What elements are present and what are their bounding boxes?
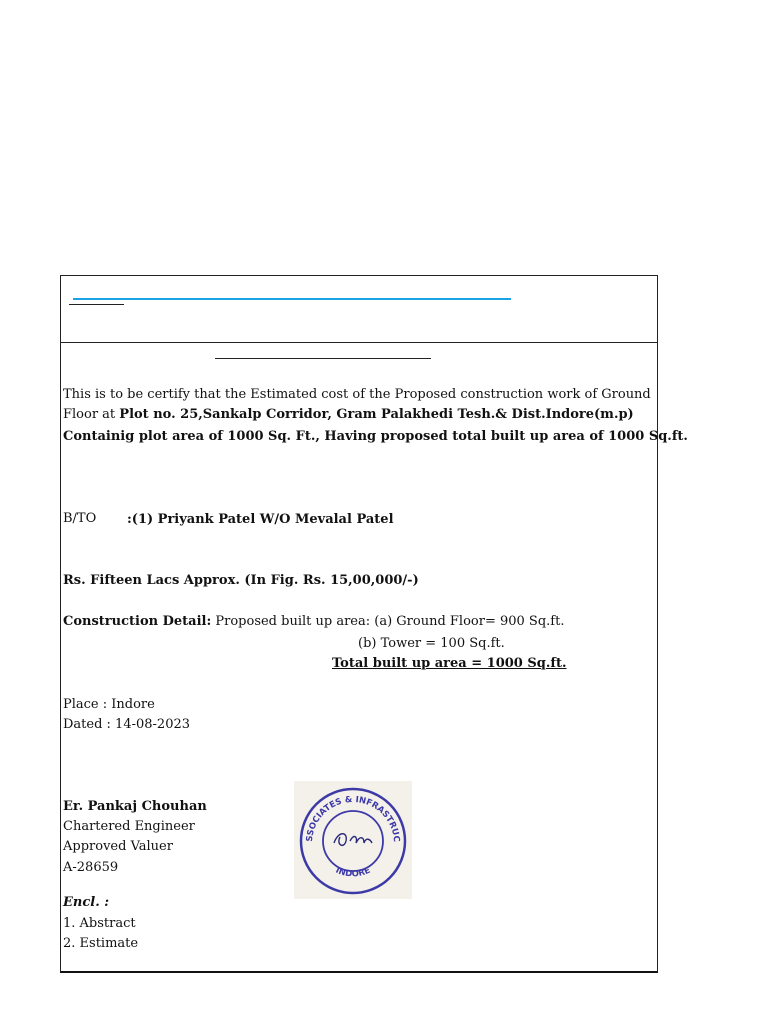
bto-value: :(1) Priyank Patel W/O Mevalal Patel <box>127 512 394 527</box>
svg-text:INDORE: INDORE <box>333 865 373 880</box>
certificate-box <box>60 275 688 973</box>
intro-line-2 <box>63 407 634 423</box>
signatory-title-2: Approved Valuer <box>63 839 173 854</box>
header-blue-rule <box>73 298 511 300</box>
signatory-name: Er. Pankaj Chouhan <box>63 799 207 814</box>
intro-line-1: This is to be certify that the Estimated cost of the Proposed construction work of Ground <box>63 387 651 402</box>
construction-detail-text: Proposed built up area: (a) Ground Floor= 900 Sq.ft. <box>211 614 565 629</box>
construction-detail <box>63 614 564 630</box>
company-seal-stamp <box>294 781 412 899</box>
estimated-amount: Rs. Fifteen Lacs Approx. (In Fig. Rs. 15,00,000/-) <box>63 573 419 588</box>
header-short-rule <box>69 304 124 305</box>
signatory-reg-no: A-28659 <box>63 860 119 875</box>
signatory-title-1: Chartered Engineer <box>63 819 195 834</box>
tower-line: (b) Tower = 100 Sq.ft. <box>358 636 505 651</box>
seal-icon <box>294 781 412 899</box>
construction-detail-label: Construction Detail: <box>63 614 212 629</box>
place-line: Place : Indore <box>63 697 155 712</box>
title-underline <box>215 358 431 359</box>
intro-line-2-prefix: Floor at <box>63 407 120 422</box>
plot-address: Plot no. 25,Sankalp Corridor, Gram Palakhedi Tesh.& Dist.Indore(m.p) <box>119 407 634 422</box>
header-band <box>61 276 657 343</box>
svg-text:JKC ASSOCIATES & INFRASTRUCTUR: SSOCIATES & INFRASTRUC <box>304 794 402 843</box>
bto-label: B/TO <box>63 511 97 526</box>
enclosure-item: 2. Estimate <box>63 936 139 951</box>
enclosure-item: 1. Abstract <box>63 916 136 931</box>
intro-line-3: Containig plot area of 1000 Sq. Ft., Having proposed total built up area of 1000 Sq.ft. <box>63 429 688 444</box>
enclosures-label: Encl. : <box>63 895 110 910</box>
total-built-up-area: Total built up area = 1000 Sq.ft. <box>332 656 567 671</box>
dated-line: Dated : 14-08-2023 <box>63 717 191 732</box>
